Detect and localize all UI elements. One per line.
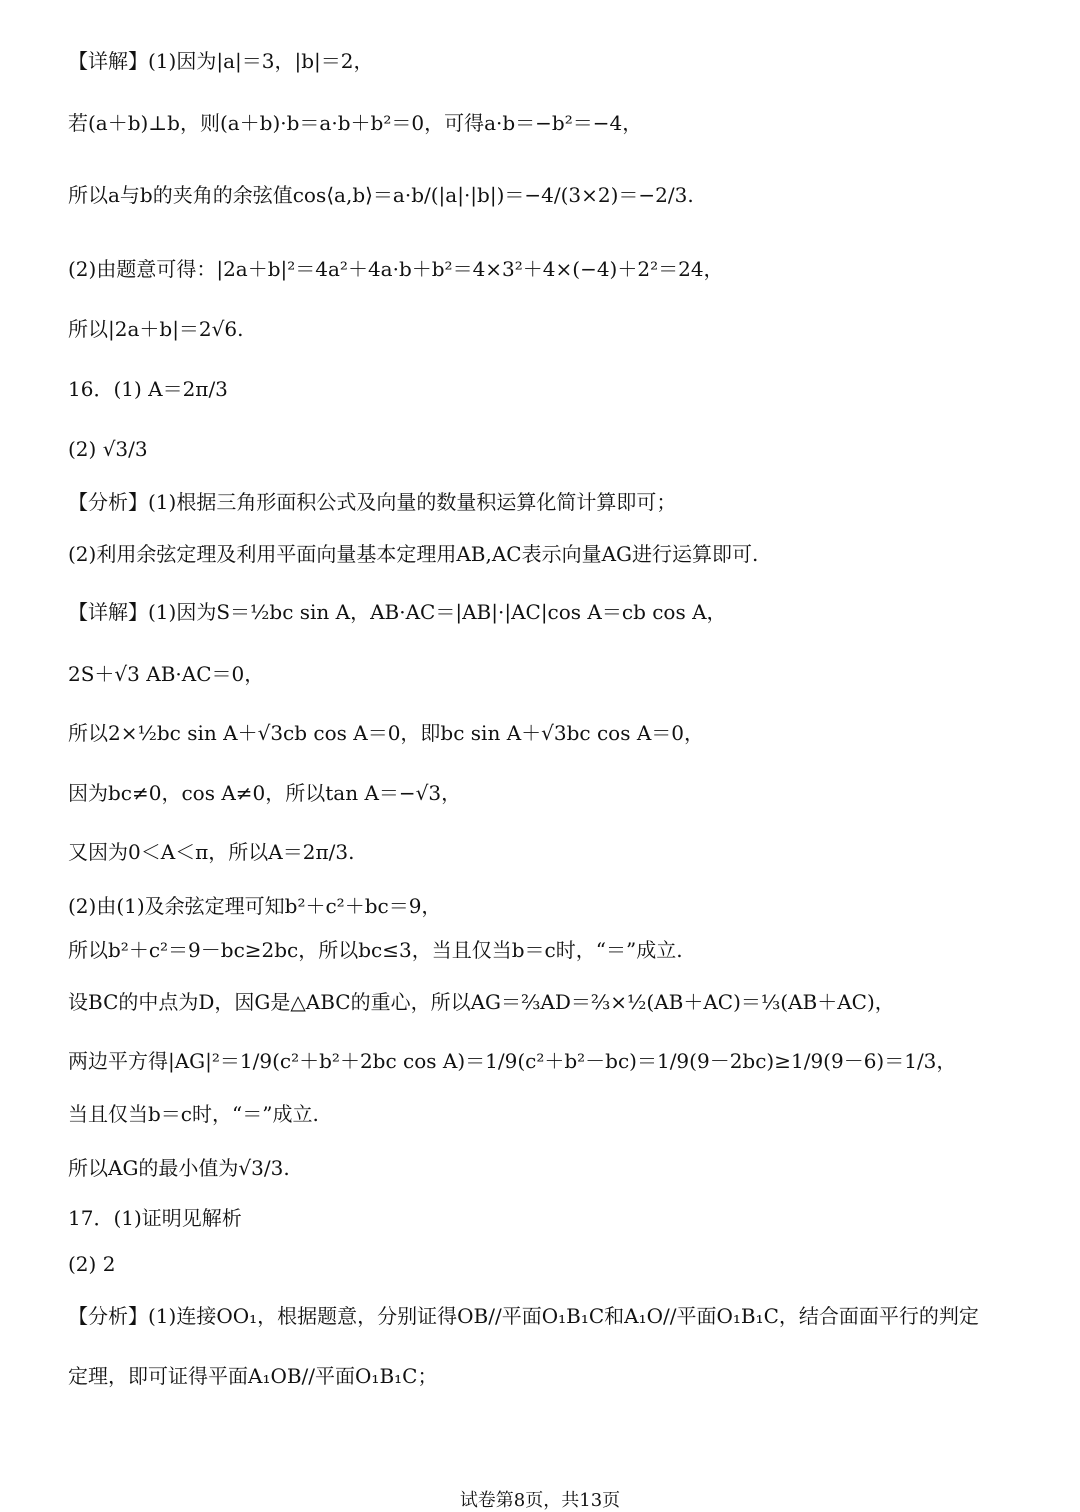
text-line: (2)由(1)及余弦定理可知b²＋c²＋bc＝9，	[68, 894, 442, 918]
analysis-heading: 【分析】(1)根据三角形面积公式及向量的数量积运算化简计算即可；	[68, 490, 677, 514]
text-line: 两边平方得|AG|²＝1/9(c²＋b²＋2bc cos A)＝1/9(c²＋b²－bc)＝1/9(9－2bc)≥1/9(9－6)＝1/3，	[68, 1049, 957, 1073]
text-line: 又因为0＜A＜π，所以A＝2π/3.	[68, 840, 355, 864]
analysis-heading: 【分析】(1)连接OO₁，根据题意，分别证得OB//平面O₁B₁C和A₁O//平面O₁B₁C，结合面面平行的判定	[68, 1304, 979, 1328]
text-line: (2) 2	[68, 1252, 116, 1276]
text-line: (2) √3/3	[68, 437, 148, 461]
text-line: 所以AG的最小值为√3/3.	[68, 1156, 290, 1180]
text-line: 【详解】(1)因为|a|＝3，|b|＝2，	[68, 49, 374, 73]
text-line: (2)利用余弦定理及利用平面向量基本定理用AB,AC表示向量AG进行运算即可.	[68, 542, 759, 566]
text-line: 设BC的中点为D，因G是△ABC的重心，所以AG＝⅔AD＝⅔×½(AB＋AC)＝⅓(AB＋AC)，	[68, 990, 895, 1014]
text-line: 所以2×½bc sin A＋√3cb cos A＝0，即bc sin A＋√3bc cos A＝0，	[68, 721, 704, 745]
page-footer: 试卷第8页，共13页	[459, 1490, 621, 1511]
text-line: 定理，即可证得平面A₁OB//平面O₁B₁C；	[68, 1364, 438, 1388]
text-line: 2S＋√3 AB·AC＝0，	[68, 662, 265, 686]
question-number: 16．(1) A＝2π/3	[68, 377, 228, 401]
question-number: 17．(1)证明见解析	[68, 1206, 242, 1230]
detail-heading: 【详解】(1)因为S＝½bc sin A，AB·AC＝|AB|·|AC|cos A＝cb cos A，	[68, 600, 727, 624]
text-line: 所以|2a＋b|＝2√6.	[68, 317, 244, 341]
text-line: 当且仅当b＝c时，“＝”成立.	[68, 1102, 319, 1126]
text-line: 所以b²＋c²＝9－bc≥2bc，所以bc≤3，当且仅当b＝c时，“＝”成立.	[68, 938, 683, 962]
text-line: 所以a与b的夹角的余弦值cos⟨a,b⟩＝a·b/(|a|·|b|)＝−4/(3×2)＝−2/3.	[68, 183, 694, 207]
text-line: 若(a＋b)⊥b，则(a＋b)·b＝a·b＋b²＝0，可得a·b＝−b²＝−4，	[68, 111, 643, 135]
text-line: (2)由题意可得：|2a＋b|²＝4a²＋4a·b＋b²＝4×3²＋4×(−4)＋2²＝24，	[68, 257, 724, 281]
text-line: 因为bc≠0，cos A≠0，所以tan A＝−√3，	[68, 781, 462, 805]
